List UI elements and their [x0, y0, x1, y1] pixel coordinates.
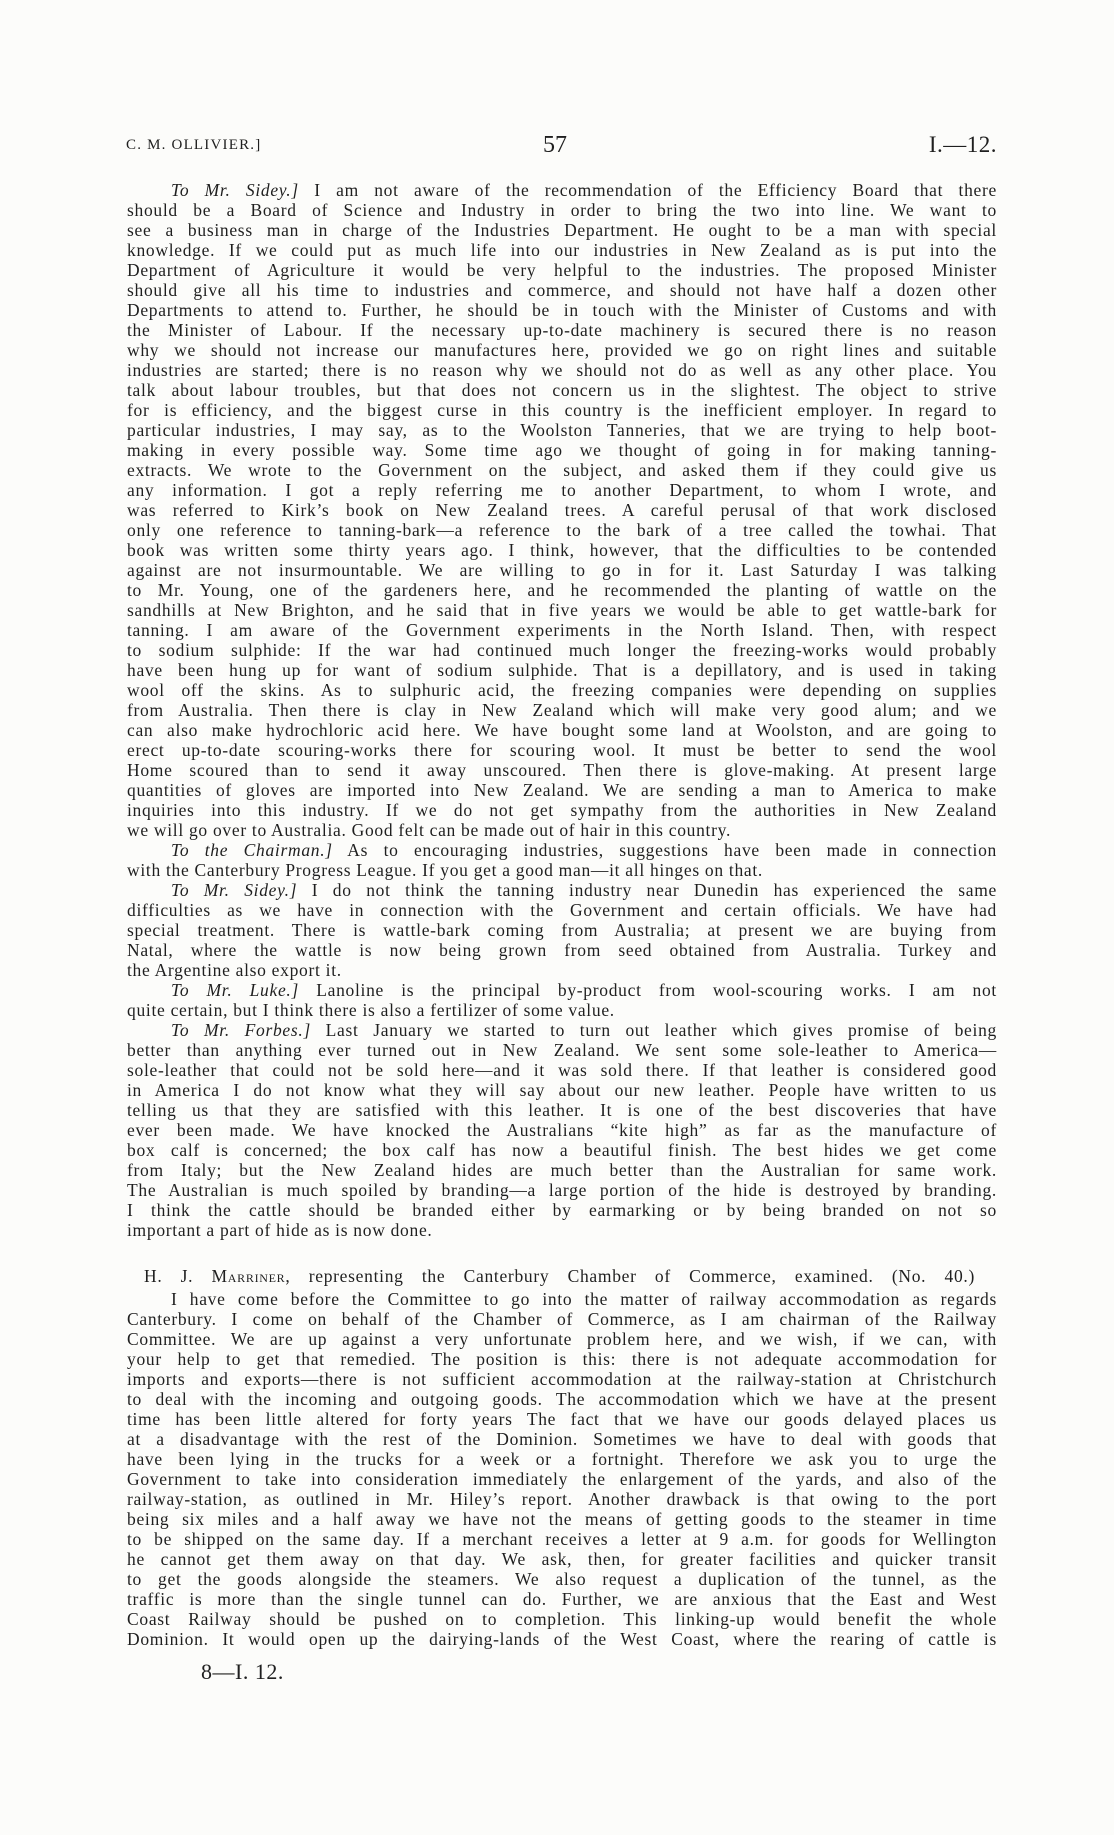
text-body: [127, 180, 997, 1649]
line-text: any information. I got a reply referring me to another Department, to whom I wrote, and: [127, 480, 997, 500]
line-text: important a part of hide as is now done.: [127, 1220, 433, 1240]
line-text: inquiries into this industry. If we do not get sympathy from the authorities in New Zealand: [127, 800, 997, 820]
line-text: making in every possible way. Some time ago we thought of going in for making tanning-: [127, 440, 997, 460]
text-line: [127, 860, 997, 880]
text-line: [127, 1449, 997, 1469]
text-line: [127, 1589, 997, 1609]
line-text: I think the cattle should be branded either by earmarking or by being branded on not so: [127, 1200, 997, 1220]
text-line: [127, 180, 997, 200]
line-text: I do not think the tanning industry near Dunedin has experienced the same: [311, 880, 997, 900]
line-text: As to encouraging industries, suggestions have been made in connection: [347, 840, 997, 860]
line-text: time has been little altered for forty years The fact that we have our goods delayed places us: [127, 1409, 997, 1429]
text-line: [127, 660, 997, 680]
witness-heading: [144, 1266, 975, 1286]
line-text: I am not aware of the recommendation of the Efficiency Board that there: [314, 180, 997, 200]
text-line: [127, 460, 997, 480]
line-text: your help to get that remedied. The position is this: there is not adequate accommodation for: [127, 1349, 997, 1369]
text-line: [127, 420, 997, 440]
line-text: particular industries, I may say, as to the Woolston Tanneries, that we are trying to help boot-: [127, 420, 997, 440]
line-text: to deal with the incoming and outgoing goods. The accommodation which we have at the present: [127, 1389, 997, 1409]
text-line: [127, 1349, 997, 1369]
paragraph-answer-chairman: [127, 840, 997, 880]
text-line: [127, 1549, 997, 1569]
line-text: talk about labour troubles, but that does not concern us in the slightest. The object to strive: [127, 380, 997, 400]
line-text: to sodium sulphide: If the war had continued much longer the freezing-works would probably: [127, 640, 997, 660]
signature-mark: 8—I. 12.: [201, 1659, 284, 1684]
line-text: industries are started; there is no reason why we should not do as well as any other place. You: [127, 360, 997, 380]
line-text: can also make hydrochloric acid here. We have bought some land at Woolston, and are going to: [127, 720, 997, 740]
line-text: book was written some thirty years ago. I think, however, that the difficulties to be contended: [127, 540, 997, 560]
text-line: [127, 320, 997, 340]
line-text: tanning. I am aware of the Government experiments in the North Island. Then, with respect: [127, 620, 997, 640]
text-line: [127, 1609, 997, 1629]
line-text: we will go over to Australia. Good felt can be made out of hair in this country.: [127, 820, 732, 840]
text-line: [127, 620, 997, 640]
text-line: [127, 960, 997, 980]
line-text: box calf is concerned; the box calf has now a beautiful finish. The best hides we get come: [127, 1140, 997, 1160]
text-line: [127, 440, 997, 460]
line-text: The Australian is much spoiled by branding—a large portion of the hide is destroyed by branding.: [127, 1180, 997, 1200]
line-text: better than anything ever turned out in New Zealand. We sent some sole-leather to America—: [127, 1040, 997, 1060]
line-text: erect up-to-date scouring-works there for scouring wool. It must be better to send the wool: [127, 740, 997, 760]
line-text: telling us that they are satisfied with this leather. It is one of the best discoveries that have: [127, 1100, 997, 1120]
text-line: [127, 400, 997, 420]
text-line: [127, 480, 997, 500]
text-line: [127, 300, 997, 320]
speaker-lead: To Mr. Forbes.]: [171, 1020, 311, 1040]
line-text: why we should not increase our manufactures here, provided we go on right lines and suitable: [127, 340, 997, 360]
line-text: being six miles and a half away we have not the means of getting goods to the steamer in time: [127, 1509, 997, 1529]
text-line: [127, 900, 997, 920]
line-text: to be shipped on the same day. If a merchant receives a letter at 9 a.m. for goods for Wellington: [127, 1529, 997, 1549]
line-text: he cannot get them away on that day. We ask, then, for greater facilities and quicker transit: [127, 1549, 997, 1569]
text-line: [127, 720, 997, 740]
text-line: [127, 220, 997, 240]
witness-initials: H. J.: [144, 1266, 194, 1286]
paragraph-answer-sidey: [127, 180, 997, 840]
text-line: [127, 840, 997, 860]
line-text: quantities of gloves are imported into New Zealand. We are sending a man to America to make: [127, 780, 997, 800]
line-text: the Argentine also export it.: [127, 960, 342, 980]
line-text: Dominion. It would open up the dairying-lands of the West Coast, where the rearing of cattle is: [127, 1629, 997, 1649]
line-text: extracts. We wrote to the Government on the subject, and asked them if they could give us: [127, 460, 997, 480]
text-line: [127, 1369, 997, 1389]
line-text: to Mr. Young, one of the gardeners here, and he recommended the planting of wattle on the: [127, 580, 997, 600]
line-text: railway-station, as outlined in Mr. Hiley’s report. Another drawback is that owing to the port: [127, 1489, 997, 1509]
paragraph-answer-forbes: [127, 1020, 997, 1240]
text-line: [127, 1529, 997, 1549]
line-text: Departments to attend to. Further, he should be in touch with the Minister of Customs and with: [127, 300, 997, 320]
paper-reference: I.—12.: [928, 132, 997, 157]
text-line: [127, 1200, 997, 1220]
line-text: from Italy; but the New Zealand hides are much better than the Australian for same work.: [127, 1160, 997, 1180]
line-text: have been lying in the trucks for a week or a fortnight. Therefore we ask you to urge the: [127, 1449, 997, 1469]
text-line: [127, 1509, 997, 1529]
text-line: [127, 540, 997, 560]
line-text: Canterbury. I come on behalf of the Chamber of Commerce, as I am chairman of the Railway: [127, 1309, 997, 1329]
line-text: knowledge. If we could put as much life into our industries in New Zealand as is put into the: [127, 240, 997, 260]
text-line: [127, 340, 997, 360]
paragraph-answer-luke: [127, 980, 997, 1020]
line-text: should give all his time to industries and commerce, and should not have half a dozen other: [127, 280, 997, 300]
line-text: wool off the skins. As to sulphuric acid, the freezing companies were depending on supplies: [127, 680, 997, 700]
line-text: against are not insurmountable. We are willing to go in for it. Last Saturday I was talking: [127, 560, 997, 580]
text-line: [127, 920, 997, 940]
text-line: [127, 1000, 997, 1020]
line-text: imports and exports—there is not sufficient accommodation at the railway-station at Christchurch: [127, 1369, 997, 1389]
text-line: [127, 1289, 997, 1309]
text-line: [127, 940, 997, 960]
line-text: Last January we started to turn out leather which gives promise of being: [325, 1020, 997, 1040]
text-line: [127, 640, 997, 660]
text-line: [127, 360, 997, 380]
text-line: [127, 980, 997, 1000]
text-line: [127, 380, 997, 400]
text-line: [127, 780, 997, 800]
line-text: for is efficiency, and the biggest curse in this country is the inefficient employer. In regard to: [127, 400, 997, 420]
text-line: [127, 240, 997, 260]
text-line: [127, 1220, 997, 1240]
text-line: [127, 280, 997, 300]
text-line: [127, 200, 997, 220]
text-line: [127, 1409, 997, 1429]
line-text: sole-leather that could not be sold here—and it was sold there. If that leather is considered good: [127, 1060, 997, 1080]
line-text: from Australia. Then there is clay in New Zealand which will make very good alum; and we: [127, 700, 997, 720]
text-line: [127, 560, 997, 580]
text-line: [127, 700, 997, 720]
line-text: sandhills at New Brighton, and he said that in five years we would be able to get wattle-bark for: [127, 600, 997, 620]
line-text: Home scoured than to send it away unscoured. Then there is glove-making. At present large: [127, 760, 997, 780]
text-line: [127, 1629, 997, 1649]
witness-name: Marriner: [211, 1266, 286, 1286]
text-line: [127, 1429, 997, 1449]
line-text: to get the goods alongside the steamers. We also request a duplication of the tunnel, as the: [127, 1569, 997, 1589]
text-line: [127, 260, 997, 280]
text-line: [127, 1309, 997, 1329]
line-text: Department of Agriculture it would be very helpful to the industries. The proposed Minister: [127, 260, 997, 280]
text-line: [127, 1489, 997, 1509]
speaker-lead: To Mr. Sidey.]: [171, 180, 299, 200]
line-text: quite certain, but I think there is also a fertilizer of some value.: [127, 1000, 615, 1020]
line-text: in America I do not know what they will say about our new leather. People have written to us: [127, 1080, 997, 1100]
text-line: [127, 1469, 997, 1489]
text-line: [127, 740, 997, 760]
text-line: [127, 580, 997, 600]
text-line: [127, 1329, 997, 1349]
line-text: Committee. We are up against a very unfortunate problem here, and we wish, if we can, with: [127, 1329, 997, 1349]
text-line: [127, 680, 997, 700]
line-text: Coast Railway should be pushed on to completion. This linking-up would benefit the whole: [127, 1609, 997, 1629]
text-line: [127, 1140, 997, 1160]
witness-number: (No. 40.): [891, 1266, 976, 1286]
text-line: [127, 760, 997, 780]
text-line: [127, 880, 997, 900]
text-line: [127, 1160, 997, 1180]
text-line: [127, 1180, 997, 1200]
line-text: Lanoline is the principal by-product from wool-scouring works. I am not: [316, 980, 997, 1000]
speaker-lead: To Mr. Luke.]: [171, 980, 300, 1000]
text-line: [127, 1060, 997, 1080]
text-line: [127, 1080, 997, 1100]
text-line: [127, 1120, 997, 1140]
running-head-name: C. M. OLLIVIER.]: [126, 137, 262, 153]
speaker-lead: To the Chairman.]: [171, 840, 333, 860]
paragraph-witness-statement: [127, 1289, 997, 1649]
line-text: ever been made. We have knocked the Australians “kite high” as far as the manufacture of: [127, 1120, 997, 1140]
text-line: [127, 1100, 997, 1120]
line-text: see a business man in charge of the Industries Department. He ought to be a man with special: [127, 220, 997, 240]
line-text: should be a Board of Science and Industry in order to bring the two into line. We want to: [127, 200, 997, 220]
text-line: [127, 820, 997, 840]
text-line: [127, 1569, 997, 1589]
text-line: [127, 1040, 997, 1060]
paragraph-answer-sidey-2: [127, 880, 997, 980]
text-line: [127, 520, 997, 540]
line-text: have been hung up for want of sodium sulphide. That is a depillatory, and is used in taking: [127, 660, 997, 680]
line-text: Government to take into consideration immediately the enlargement of the yards, and also of the: [127, 1469, 997, 1489]
witness-description: , representing the Canterbury Chamber of Commerce, examined.: [285, 1266, 874, 1286]
line-text: with the Canterbury Progress League. If you get a good man—it all hinges on that.: [127, 860, 764, 880]
line-text: traffic is more than the single tunnel can do. Further, we are anxious that the East and West: [127, 1589, 997, 1609]
line-text: was referred to Kirk’s book on New Zealand trees. A careful perusal of that work disclosed: [127, 500, 997, 520]
line-text: special treatment. There is wattle-bark coming from Australia; at present we are buying from: [127, 920, 997, 940]
line-text: I have come before the Committee to go into the matter of railway accommodation as regards: [171, 1289, 997, 1309]
line-text: the Minister of Labour. If the necessary up-to-date machinery is secured there is no reason: [127, 320, 997, 340]
text-line: [127, 1020, 997, 1040]
text-line: [127, 800, 997, 820]
text-line: [127, 600, 997, 620]
line-text: at a disadvantage with the rest of the Dominion. Sometimes we have to deal with goods that: [127, 1429, 997, 1449]
text-line: [127, 1389, 997, 1409]
line-text: only one reference to tanning-bark—a reference to the bark of a tree called the towhai. That: [127, 520, 997, 540]
line-text: difficulties as we have in connection with the Government and certain officials. We have had: [127, 900, 997, 920]
speaker-lead: To Mr. Sidey.]: [171, 880, 298, 900]
page-number: 57: [543, 132, 567, 158]
text-line: [127, 500, 997, 520]
line-text: Natal, where the wattle is now being grown from seed obtained from Australia. Turkey and: [127, 940, 997, 960]
